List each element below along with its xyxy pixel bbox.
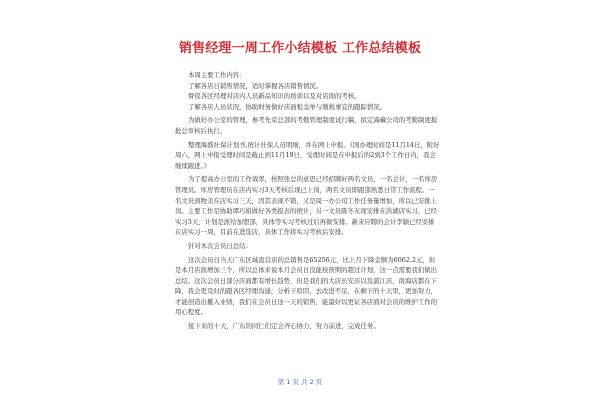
- paragraph: 接下来的十天，广东的同仁们定会齐心协力，努力前进，完成任务。: [188, 322, 380, 331]
- paragraph: 这次会员日当天广东区域直营店的总销售是65256元，比上月下降金额为6062.2元，但是本月店面增加三个，所以总体来说本月会员日没能按预期的超过计划，这一点需要我们做出总结。这次会员日部分店面都有增长趋势，但是我们的大店长安店以及湛江店，南海店都在下降，我会更及时的跟各区经理沟通，分析下原因，去改进不足，在剩下的十天里，更加努力，才能创造出撤入业绩，我们在会员日这一天的销售，能最好以更证各店面对会员的维护工作的用心程度。: [175, 255, 438, 317]
- paragraph: 了解各店日销售情况，适时掌握各店销售情况。: [188, 81, 323, 90]
- paragraph: 督促各区经理对店内人员新品知识的培训以及对店面的考核。: [188, 92, 361, 101]
- paragraph: 本周主要工作内容：: [188, 71, 246, 79]
- paragraph: 整理海盛社保计划书,统计社保人员明细，并在网上申报。《国办理时间是11月14日，附好周六，网上申报受理时间是截止到11月19日，受理时间是在申报后的2到3个工作日内，我会继续跟进。》: [175, 140, 440, 170]
- document-body: [175, 70, 441, 332]
- paragraph: 针对本次会员日总结：: [188, 241, 252, 250]
- paragraph: 了解各店人员状况，协助财务做好店面租金单与缴税事宜的跟踪情况。: [188, 102, 387, 111]
- paragraph: 为了提高办公室的工作效率，按照张总的意思已经招聘好两名文员，一名会计，一名库房管理员。库房管理员在店内实习3天考核后现已上岗，两名文员即跟部熟悉日常工作流程。一名文员到物美在店实习三天，因其表现不错，又是周一办公司工作任务量增加，所以已安排上岗。主要工作是协助谭巧娟做好各类报表的统计，另一文员陈冬友现安排在洪湖店实习，已经实习3天，计划是派给加盟部，具体等实习考核过后再做安排。新来应聘的会计李颖已经安排在店实习一周，目前在进选店，具体工作将实习考核后安排。: [175, 175, 438, 237]
- page-number: 第 1 页 共 2 页: [277, 378, 323, 386]
- paragraph: 为做好办公室的管理，参考先京总部的考勤管理制度试行稿，拟定海藏公司的考勤制度报批总审核后执行。: [175, 116, 438, 135]
- document-title: 销售经理一周工作小结模板 工作总结模板: [178, 41, 422, 56]
